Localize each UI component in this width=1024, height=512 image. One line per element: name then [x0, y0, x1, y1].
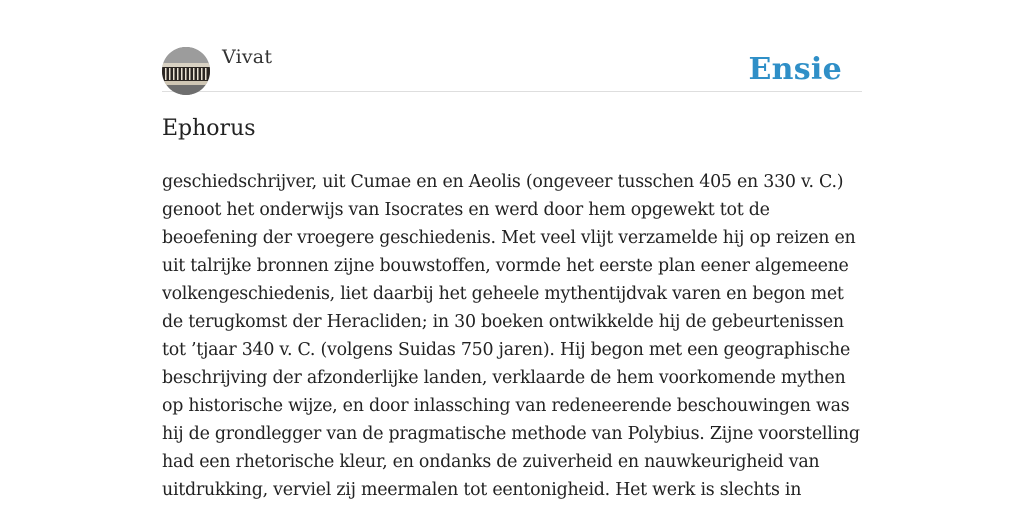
brand-logo[interactable]: Ensie: [748, 52, 842, 87]
article-body: geschiedschrijver, uit Cumae en en Aeolis (ongeveer tusschen 405 en 330 v. C.) genoot het onderwijs van Isocrates en werd door hem opgewekt tot de beoefening der vroegere geschiedenis. Met veel vlijt verzamelde hij op reizen en uit talrijke bronnen zijne bouwstoffen, vormde het eerste plan eener algemeene volkengeschiedenis, liet daarbij het geheele mythentijdvak varen en begon met de terugkomst der Heracliden; in 30 boeken ontwikkelde hij de gebeurtenissen tot ’tjaar 340 v. C. (volgens Suidas 750 jaren). Hij begon met een geographische beschrijving der afzonderlijke landen, verklaarde de hem voorkomende mythen op historische wijze, en door inlassching van redeneerende beschouwingen was hij de grondlegger van de pragmatische methode van Polybius. Zijne voorstelling had een rhetorische kleur, en ondanks de zuiverheid en nauwkeurigheid van uitdrukking, verviel zij meermalen tot eentonigheid. Het werk is slechts in: [162, 172, 860, 500]
book-spines-icon[interactable]: [162, 47, 210, 95]
site-header: [162, 0, 862, 92]
page-title: Ephorus: [162, 116, 256, 141]
article-page: [162, 0, 862, 512]
site-name[interactable]: Vivat: [222, 46, 273, 68]
